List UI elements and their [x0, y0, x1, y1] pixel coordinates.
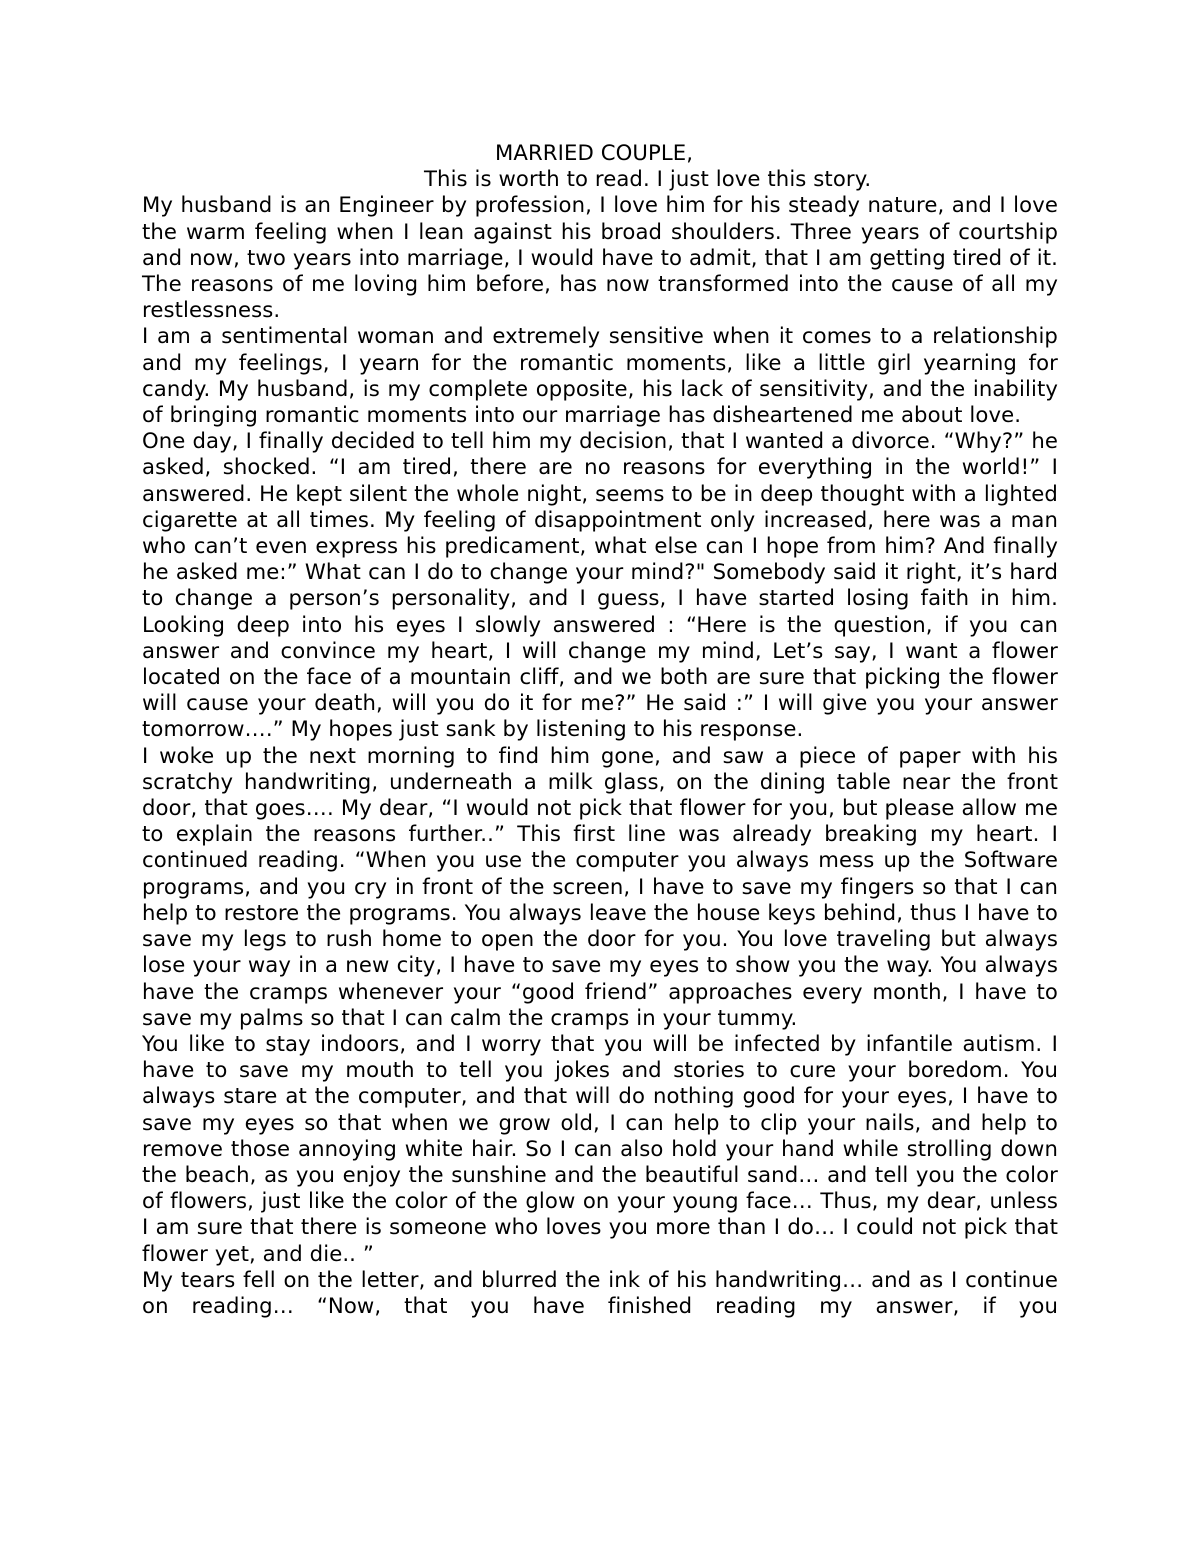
- paragraph-2: I am a sentimental woman and extremely sensitive when it comes to a relationship and my feelings, I yearn for the romantic moments, like a little girl yearning for candy. My husband, is my complete opposite, his lack of sensitivity, and the inability of bringing romantic moments into our marriage has disheartened me about love.: [142, 323, 1058, 428]
- document-title: MARRIED COUPLE,: [495, 140, 694, 165]
- paragraph-1: My husband is an Engineer by profession, I love him for his steady nature, and I love the warm feeling when I lean against his broad shoulders. Three years of courtship and now, two years into marriage, I would have to admit, that I am getting tired of it. The reasons of me loving him before, has now transformed into the cause of all my restlessness.: [142, 192, 1058, 323]
- paragraph-5: You like to stay indoors, and I worry that you will be infected by infantile autism. I have to save my mouth to tell you jokes and stories to cure your boredom. You always stare at the computer, and that will do nothing good for your eyes, I have to save my eyes so that when we grow old, I can help to clip your nails, and help to remove those annoying white hair. So I can also hold your hand while strolling down the beach, as you enjoy the sunshine and the beautiful sand… and tell you the color of flowers, just like the color of the glow on your young face… Thus, my dear, unless I am sure that there is someone who loves you more than I do… I could not pick that flower yet, and die.. ”: [142, 1030, 1058, 1266]
- paragraph-6: My tears fell on the letter, and blurred the ink of his handwriting… and as I continue on reading… “Now, that you have finished reading my answer, if you: [142, 1266, 1058, 1318]
- document-subtitle: This is worth to read. I just love this story.: [424, 166, 872, 192]
- paragraph-4: I woke up the next morning to find him gone, and saw a piece of paper with his scratchy handwriting, underneath a milk glass, on the dining table near the front door, that goes…. My dear, “I would not pick that flower for you, but please allow me to explain the reasons further..” This first line was already breaking my heart. I continued reading. “When you use the computer you always mess up the Software programs, and you cry in front of the screen, I have to save my fingers so that I can help to restore the programs. You always leave the house keys behind, thus I have to save my legs to rush home to open the door for you. You love traveling but always lose your way in a new city, I have to save my eyes to show you the way. You always have the cramps whenever your “good friend” approaches every month, I have to save my palms so that I can calm the cramps in your tummy.: [142, 742, 1058, 1030]
- document-body: [142, 140, 1058, 1319]
- paragraph-3: One day, I finally decided to tell him my decision, that I wanted a divorce. “Why?” he asked, shocked. “I am tired, there are no reasons for everything in the world!” I answered. He kept silent the whole night, seems to be in deep thought with a lighted cigarette at all times. My feeling of disappointment only increased, here was a man who can’t even express his predicament, what else can I hope from him? And finally he asked me:” What can I do to change your mind?" Somebody said it right, it’s hard to change a person’s personality, and I guess, I have started losing faith in him. Looking deep into his eyes I slowly answered : “Here is the question, if you can answer and convince my heart, I will change my mind, Let’s say, I want a flower located on the face of a mountain cliff, and we both are sure that picking the flower will cause your death, will you do it for me?” He said :” I will give you your answer tomorrow….” My hopes just sank by listening to his response.: [142, 428, 1058, 742]
